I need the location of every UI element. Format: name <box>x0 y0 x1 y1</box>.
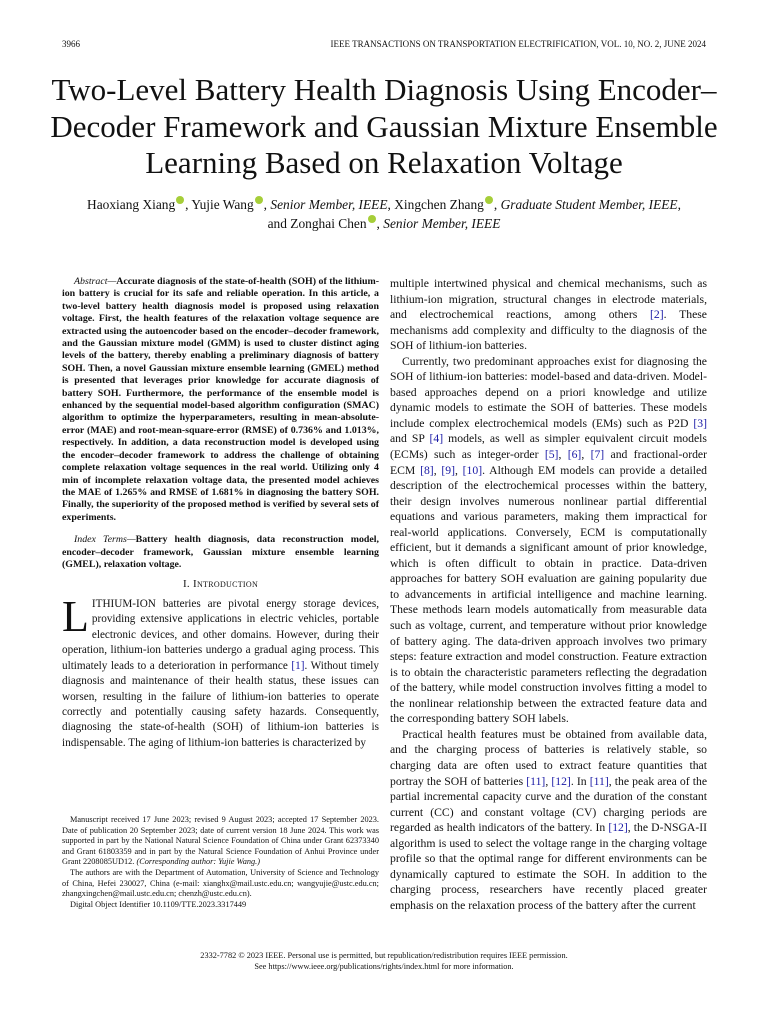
manuscript-note: Manuscript received 17 June 2023; revised 9 August 2023; accepted 17 September 2023. Date of publication 20 September 2023; date of current version 18 June 2024. This work was supported in part by the National Natural Science Foundation of China under Grant 62373340 and Grant 61803359 and in part by the Natural Science Foundation of Anhui Province under Grant 2208085UD12. (Corresponding author: Yujie Wang.) <box>62 815 379 867</box>
citation-link[interactable]: [7] <box>590 448 605 462</box>
author-role: Senior Member, IEEE <box>270 197 388 212</box>
abstract-label: Abstract— <box>74 276 117 287</box>
rights-link[interactable]: See https://www.ieee.org/publications/rights/index.html for more information. <box>254 962 514 971</box>
author-name: Xingchen Zhang <box>394 197 484 212</box>
doi[interactable]: Digital Object Identifier 10.1109/TTE.2023.3317449 <box>70 899 247 909</box>
citation-link[interactable]: [11] <box>526 774 546 788</box>
citation-link[interactable]: [2] <box>650 308 664 322</box>
citation-link[interactable]: [10] <box>462 463 483 477</box>
body-paragraph: Currently, two predominant approaches exist for diagnosing the SOH of lithium-ion batteries: model-based and data-driven. Model-based approaches depend on a priori knowledge and utilize dynamic models to estimate the SOH of batteries. These models include complex electrochemical models (EMs) such as P2D [3] and SP [4] models, as well as simpler equivalent circuit models (ECMs) such as integer-order [5], [6], [7] and fractional-order ECM [8], [9], [10]. Although EM models can provide a detailed description of the electrochemical processes within the battery, their design involves numerous nonlinear partial differential equations and various parameters, making them impractical for real-world applications. Conversely, ECM is computationally efficient, but it demands a significant amount of prior knowledge, which is often difficult to obtain in practice. Data-driven approaches for battery SOH evaluation are gaining popularity due to advancements in artificial intelligence and machine learning. These methods learn models automatically from measurable data such as voltage, current, and temperature without prior knowledge of battery aging. The data-driven approach involves two primary steps: feature extraction and model construction. Feature extraction is to obtain the characteristic parameters reflecting the degradation of the battery, while model construction involves fitting a model to the nonlinear relationship between the extracted feature data and the corresponding battery SOH labels. <box>390 354 708 726</box>
orcid-icon[interactable] <box>176 196 184 204</box>
footnote <box>62 815 379 910</box>
author-name: Yujie Wang <box>191 197 254 212</box>
body-paragraph: multiple intertwined physical and chemical mechanisms, such as lithium-ion migration, structural changes in electrode materials, and electrochemical reactions, among others [2]. These mechanisms add complexity and difficulty to the diagnosis of the SOH of lithium-ion batteries. <box>390 277 707 353</box>
citation-link[interactable]: [6] <box>567 448 582 462</box>
section-heading: I. Introduction <box>182 578 259 591</box>
journal-header: IEEE TRANSACTIONS ON TRANSPORTATION ELECTRIFICATION, VOL. 10, NO. 2, JUNE 2024 <box>330 39 706 49</box>
index-terms-label: Index Terms— <box>74 534 136 546</box>
orcid-icon[interactable] <box>255 196 263 204</box>
copyright-line: 2332-7782 © 2023 IEEE. Personal use is permitted, but republication/redistribution requires IEEE permission. <box>200 951 568 960</box>
citation-link[interactable]: [11] <box>589 774 609 788</box>
left-column <box>62 276 379 751</box>
citation-link[interactable]: [8] <box>420 463 434 477</box>
abstract-body: Accurate diagnosis of the state-of-health (SOH) of the lithium-ion battery is crucial for its safe and reliable operation. In this article, a two-level battery health diagnosis model is proposed using relaxation voltage. First, the health features of the relaxation voltage sequence are extracted using the autoencoder based on the encoder–decoder framework, and the Gaussian mixture model (GMM) is used to cluster distinct aging levels of the battery, thereby enabling a preliminary diagnosis of battery SOH. Then, a novel Gaussian mixture ensemble learning (GMEL) method is presented that leverages prior knowledge for accurate diagnosis of battery SOH. Furthermore, the performance of the ensemble model is enhanced by the sequential model-based algorithm configuration (SMAC) algorithm to optimize the hyperparameters, resulting in mean-absolute-error (MAE) and root-mean-square-error (RMSE) of 0.736% and 1.013%, respectively. In addition, a data reconstruction model is developed using the encoder–decoder framework to address the challenge of obtaining complete relaxation voltage sequences in the real world. Utilizing only 4 min of incomplete relaxation voltage data, the presented model achieves the MAE of 1.265% and RMSE of 1.681% in diagnosing the battery SOH. Finally, the superiority of the proposed method is verified by several sets of experiments. <box>62 276 379 523</box>
index-terms-body: Battery health diagnosis, data reconstruction model, encoder–decoder framework, Gaussian mixture ensemble learning (GMEL), relaxation voltage. <box>62 534 379 570</box>
orcid-icon[interactable] <box>368 215 376 223</box>
copyright-footer <box>0 950 768 972</box>
author-role: Senior Member, IEEE <box>383 216 501 231</box>
drop-cap: L <box>62 591 89 641</box>
page-number: 3966 <box>62 39 80 49</box>
paper-title: Two-Level Battery Health Diagnosis Using Encoder–Decoder Framework and Gaussian Mixture Ensemble Learning Based on Relaxation Voltage <box>50 72 718 180</box>
abstract <box>62 276 379 524</box>
author-role: Graduate Student Member, IEEE <box>500 197 678 212</box>
citation-link[interactable]: [9] <box>441 463 455 477</box>
orcid-icon[interactable] <box>485 196 493 204</box>
right-column <box>390 276 707 913</box>
citation-link[interactable]: [12] <box>608 821 628 835</box>
affiliation-note: The authors are with the Department of Automation, University of Science and Technology of China, Hefei 230027, China (e-mail: xianghx@mail.ustc.edu.cn; wangyujie@ustc.edu.cn; zhangxingchen@mail.ustc.edu.cn; chenzh@ustc.edu.cn). <box>62 867 379 899</box>
citation-link[interactable]: [4] <box>429 432 444 446</box>
citation-link[interactable]: [1] <box>291 659 305 672</box>
citation-link[interactable]: [3] <box>693 416 707 430</box>
body-paragraph: Practical health features must be obtained from available data, and the charging process of batteries is relatively stable, so charging data are often used to extract feature quantities that portray the SOH of batteries [11], [12]. In [11], the peak area of the partial incremental capacity curve and the duration of the constant current (CC) and constant voltage (CV) charging periods are regarded as health indicators of the battery. In [12], the D-NSGA-II algorithm is used to select the voltage range in the charging voltage profile so that the optimal range for different environments can be dynamically captured to estimate the SOH. In addition to the charging process, researchers have recently placed greater emphasis on the relaxation process of the battery after the current <box>390 727 708 912</box>
author-name: Haoxiang Xiang <box>87 197 176 212</box>
citation-link[interactable]: [12] <box>551 774 571 788</box>
author-name: Zonghai Chen <box>290 216 367 231</box>
author-list: Haoxiang Xiang , Yujie Wang , Senior Member, IEEE, Xingchen Zhang , Graduate Student Member, IEEE, and Zonghai Chen , Senior Member, IEEE <box>87 197 681 231</box>
index-terms <box>62 534 379 571</box>
intro-paragraph: LITHIUM-ION batteries are pivotal energy storage devices, providing extensive applications in electric vehicles, portable electronic devices, and other domains. However, during their operation, lithium-ion batteries undergo a gradual aging process. This ultimately leads to a deterioration in performance [1]. Without timely diagnosis and maintenance of their health status, these issues can worsen, resulting in the failure of lithium-ion batteries to operate correctly and potentially causing safety hazards. Consequently, diagnosing the state-of-health (SOH) of lithium-ion batteries is indispensable. The aging of lithium-ion batteries is characterized by <box>62 591 379 749</box>
citation-link[interactable]: [5] <box>544 448 559 462</box>
